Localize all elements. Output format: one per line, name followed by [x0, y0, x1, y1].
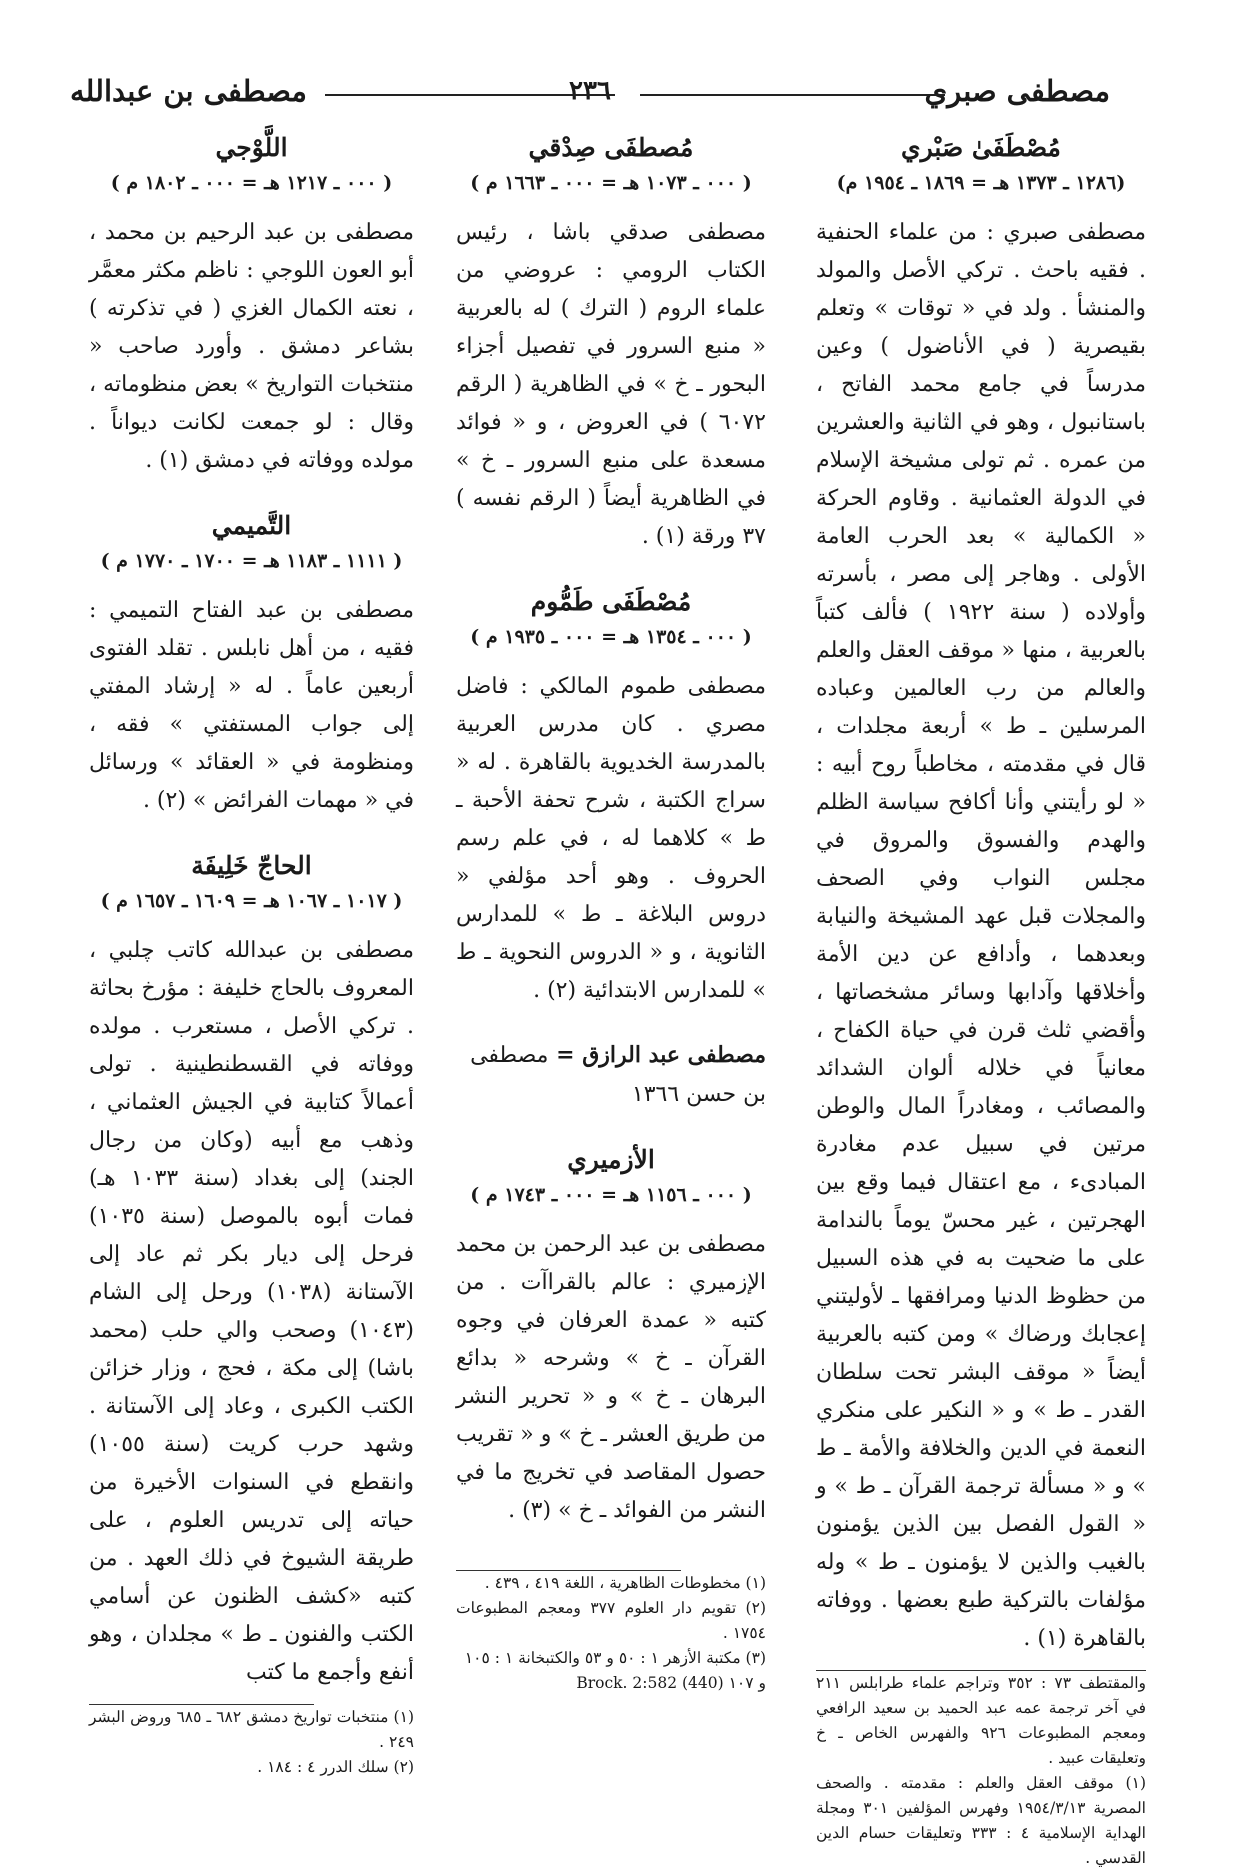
entry-title: مُصْطَفَىٰ صَبْري	[901, 133, 1061, 162]
footnote: (٢) سلك الدرر ٤ : ١٨٤ .	[257, 1758, 414, 1776]
footnote: (١) مخطوطات الظاهرية ، اللغة ٤١٩ ، ٤٣٩ .	[484, 1574, 766, 1592]
footnote: (١) موقف العقل والعلم : مقدمته . والصحف المصرية ١٩٥٤/٣/١٣ وفهرس المؤلفين ٣٠١ ومجلة الهداية الإسلامية ٤ : ٣٣٣ وتعليقات حسام الدين القدسي .	[816, 1774, 1146, 1867]
entry-body: مصطفى صبري : من علماء الحنفية . فقيه باحث . تركي الأصل والمولد والمنشأ . ولد في « توقات » وتعلم بقيصرية ( في الأناضول ) وعين مدرساً في جامع محمد الفاتح ، باستانبول ، وهو في الثانية والعشرين من عمره . ثم تولى مشيخة الإسلام في الدولة العثمانية . وقاوم الحركة « الكمالية » بعد الحرب العامة الأولى . وهاجر إلى مصر ، بأسرته وأولاده ( سنة ١٩٢٢ ) فألف كتباً بالعربية ، منها « موقف العقل والعلم والعالم من رب العالمين وعباده المرسلين ـ ط » أربعة مجلدات ، قال في مقدمته ، مخاطباً روح أبيه : « لو رأيتني وأنا أكافح سياسة الظلم والهدم والفسوق والمروق في مجلس النواب وفي الصحف والمجلات قبل عهد المشيخة والنيابة وبعدهما ، وأدافع عن دين الأمة وأخلاقها وآدابها وسائر مشخصاتها ، وأقضي ثلث قرن في حياة الكفاح ، معانياً في خلاله ألوان الشدائد والمصائب ، ومغادراً المال والوطن مرتين في سبيل عدم مغادرة المبادىء ، مع اعتقال فيما وقع بين الهجرتين ، غير محسّ يوماً بالندامة على ما ضحيت به في هذه السبيل من حظوظ الدنيا ومرافقها ـ لأوليتني إعجابك ورضاك » ومن كتبه بالعربية أيضاً « موقف البشر تحت سلطان القدر ـ ط » و « النكير على منكري النعمة في الدين والخلافة والأمة ـ ط » و « مسألة ترجمة القرآن ـ ط » و « القول الفصل بين الذين يؤمنون بالغيب والذين لا يؤمنون ـ ط » وله مؤلفات بالتركية طبع بعضها . ووفاته بالقاهرة (١) .	[816, 220, 1146, 1651]
cross-reference	[456, 1036, 766, 1114]
entry-body: مصطفى بن عبد الرحيم بن محمد ، أبو العون اللوجي : ناظم مكثر معمَّر ، نعته الكمال الغزي ( في تذكرته ) بشاعر دمشق . وأورد صاحب « منتخبات التواريخ » بعض منظوماته ، وقال : لو جمعت لكانت ديواناً . مولده ووفاته في دمشق (١) .	[89, 220, 414, 473]
running-title-left: مصطفى بن عبدالله	[70, 74, 307, 108]
header-rule-left	[325, 94, 615, 96]
entry-dates: ( ٠٠٠ ـ ١١٥٦ هـ = ٠٠٠ ـ ١٧٤٣ م )	[470, 1184, 752, 1206]
entry-al-tamimi	[89, 506, 414, 820]
entry-body: مصطفى بن عبدالله كاتب چلبي ، المعروف بالحاج خليفة : مؤرخ بحاثة . تركي الأصل ، مستعرب . مولده ووفاته في القسطنطينية . تولى أعمالاً كتابية في الجيش العثماني ، وذهب مع أبيه (وكان من رجال الجند) إلى بغداد (سنة ١٠٣٣ هـ) فمات أبوه بالموصل (سنة ١٠٣٥) فرحل إلى ديار بكر ثم عاد إلى الآستانة (١٠٣٨) ورحل إلى الشام (١٠٤٣) وصحب والي حلب (محمد باشا) إلى مكة ، فحج ، وزار خزائن الكتب الكبرى ، وعاد إلى الآستانة . وشهد حرب كريت (سنة ١٠٥٥) وانقطع في السنوات الأخيرة من حياته إلى تدريس العلوم ، على طريقة الشيوخ في ذلك العهد . من كتبه «كشف الظنون عن أسامي الكتب والفنون ـ ط » مجلدان ، وهو أنفع وأجمع ما كتب	[89, 938, 414, 1685]
crossref-head: مصطفى عبد الرازق =	[548, 1042, 766, 1068]
column-middle	[456, 128, 766, 1696]
entry-mustafa-sabri	[816, 128, 1146, 1658]
entry-dates: ( ٠٠٠ ـ ١٣٥٤ هـ = ٠٠٠ ـ ١٩٣٥ م )	[470, 626, 752, 648]
entry-body: مصطفى بن عبد الرحمن بن محمد الإزميري : عالم بالقراآت . من كتبه « عمدة العرفان في وجوه القرآن ـ خ » وشرحه « بدائع البرهان ـ خ » و « تحرير النشر من طريق العشر ـ خ » و « تقريب حصول المقاصد في تخريج ما في النشر من الفوائد ـ خ » (٣) .	[456, 1232, 766, 1523]
entry-dates: ( ١١١١ ـ ١١٨٣ هـ = ١٧٠٠ ـ ١٧٧٠ م )	[100, 550, 403, 572]
footnote: والمقتطف ٧٣ : ٣٥٢ وتراجم علماء طرابلس ٢١١ في آخر ترجمة عمه عبد الحميد بن سعيد الرافعي ومعجم المطبوعات ٩٢٦ والفهرس الخاص ـ خ وتعليقات عبيد .	[816, 1674, 1146, 1767]
header-rule-right	[640, 94, 945, 96]
footnote: (٣) مكتبة الأزهر ١ : ٥٠ و ٥٣ والكتبخانة ١ : ١٠٥	[464, 1649, 766, 1667]
page-number: ٢٣٦	[569, 76, 611, 106]
column-left	[89, 128, 414, 1780]
running-title-right: مصطفى صبري	[924, 74, 1110, 108]
entry-dates: (١٢٨٦ ـ ١٣٧٣ هـ = ١٨٦٩ ـ ١٩٥٤ م)	[836, 172, 1126, 194]
entry-mustafa-tammum	[456, 582, 766, 1010]
footnote: (١) منتخبات تواريخ دمشق ٦٨٢ ـ ٦٨٥ وروض البشر ٢٤٩ .	[89, 1708, 414, 1751]
entry-dates: ( ٠٠٠ ـ ١٢١٧ هـ = ٠٠٠ ـ ١٨٠٢ م )	[110, 172, 393, 194]
entry-mustafa-sidqi	[456, 128, 766, 556]
footnote: (٢) تقويم دار العلوم ٣٧٧ ومعجم المطبوعات ١٧٥٤ .	[456, 1599, 766, 1642]
entry-body: مصطفى طموم المالكي : فاضل مصري . كان مدرس العربية بالمدرسة الخديوية بالقاهرة . له « سراج الكتبة ، شرح تحفة الأحبة ـ ط » كلاهما له ، في علم رسم الحروف . وهو أحد مؤلفي « دروس البلاغة ـ ط » للمدارس الثانوية ، و « الدروس النحوية ـ ط » للمدارس الابتدائية (٢) .	[456, 674, 766, 1003]
entry-title: الحاجّ خَلِيفَة	[191, 851, 312, 880]
entry-title: مُصطفَى صِدْقي	[528, 133, 694, 162]
entry-haji-khalifa	[89, 846, 414, 1692]
entry-dates: ( ١٠١٧ ـ ١٠٦٧ هـ = ١٦٠٩ ـ ١٦٥٧ م )	[100, 890, 403, 912]
entry-body: مصطفى صدقي باشا ، رئيس الكتاب الرومي : عروضي من علماء الروم ( الترك ) له بالعربية « منبع السرور في تفصيل أجزاء البحور ـ خ » في الظاهرية ( الرقم ٦٠٧٢ ) في العروض ، و « فوائد مسعدة على منبع السرور ـ خ » في الظاهرية أيضاً ( الرقم نفسه ) ٣٧ ورقة (١) .	[456, 220, 766, 549]
entry-title: اللَّوْجي	[215, 133, 288, 162]
page-header	[70, 74, 1110, 118]
entry-dates: ( ٠٠٠ ـ ١٠٧٣ هـ = ٠٠٠ ـ ١٦٦٣ م )	[470, 172, 752, 194]
column-right	[816, 128, 1146, 1871]
entry-title: التَّميمي	[211, 511, 292, 540]
entry-al-luji	[89, 128, 414, 480]
footnote-continuation: Brock. 2:582 (440) و ١٠٧	[576, 1674, 766, 1692]
entry-body: مصطفى بن عبد الفتاح التميمي : فقيه ، من أهل نابلس . تقلد الفتوى أربعين عاماً . له « إرشاد المفتي إلى جواب المستفتي » فقه ، ومنظومة في « العقائد » ورسائل في « مهمات الفرائض » (٢) .	[89, 598, 414, 813]
crossref-target: مصطفى بن حسن ١٣٦٦	[470, 1043, 766, 1107]
entry-title: مُصْطَفَى طَمُّوم	[530, 587, 692, 616]
entry-al-izmiri	[456, 1140, 766, 1530]
entry-title: الأزميري	[567, 1145, 655, 1174]
